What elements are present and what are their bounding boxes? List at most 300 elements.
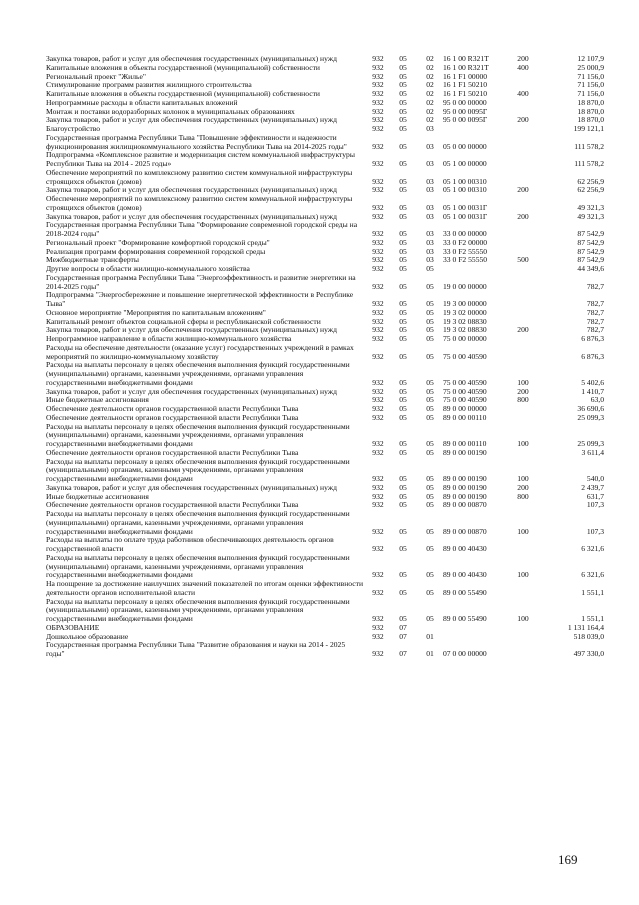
row-name: Закупка товаров, работ и услуг для обеспечения государственных (муниципальных) нужд [46, 115, 337, 125]
row-razdel: 05 [399, 447, 407, 457]
row-name: Другие вопросы в области жилищно-коммунального хозяйства [46, 264, 250, 273]
row-grbs: 932 [372, 412, 384, 422]
table-row [46, 458, 606, 484]
row-expense-type: 100 [517, 614, 529, 623]
row-name: Расходы на выплаты персоналу в целях обеспечения выполнения функций государственными (муниципальными) органами, казенными учреждениями, органами управления государственными внебюджетными фондами [46, 360, 350, 387]
row-target-article: 89 0 00 40430 [443, 570, 487, 580]
row-grbs: 932 [372, 80, 384, 90]
row-grbs: 932 [372, 500, 384, 510]
row-sum: 62 256,9 [577, 176, 604, 186]
row-target-article: 89 0 00 00870 [443, 526, 487, 536]
table-row [46, 554, 606, 580]
row-name: Закупка товаров, работ и услуг для обеспечения государственных (муниципальных) нужд [46, 211, 337, 221]
row-podrazdel: 03 [426, 185, 434, 195]
row-target-article: 33 0 F2 55550 [443, 246, 488, 256]
row-name: Государственная программа Республики Тыва "Повышение эффективности и надежности функционирования жилищнокоммунального хозяйства Республики Тыва на 2014-2025 годы" [46, 132, 347, 151]
row-name: Обеспечение деятельности органов государственной власти Республики Тыва [46, 447, 299, 457]
row-name: Региональный проект "Жилье" [46, 71, 146, 81]
row-razdel: 05 [399, 351, 407, 361]
row-grbs: 932 [372, 176, 384, 186]
row-podrazdel: 05 [426, 377, 434, 387]
row-sum: 6 876,3 [581, 351, 604, 361]
row-target-article: 89 0 00 00110 [443, 412, 487, 422]
row-target-article: 89 0 00 00110 [443, 439, 487, 448]
row-sum: 25 000,9 [577, 62, 604, 72]
row-grbs: 932 [372, 246, 384, 256]
row-podrazdel: 02 [426, 80, 434, 90]
row-sum: 71 156,0 [577, 80, 604, 90]
row-grbs: 932 [372, 474, 384, 483]
row-podrazdel: 05 [426, 351, 434, 361]
row-target-article: 95 0 00 00000 [443, 97, 487, 107]
row-target-article: 75 0 00 00000 [443, 334, 487, 343]
row-grbs: 932 [372, 482, 384, 492]
row-target-article: 19 3 02 00000 [443, 307, 487, 317]
row-razdel: 05 [399, 255, 407, 265]
row-razdel: 05 [399, 377, 407, 387]
row-razdel: 05 [399, 299, 407, 308]
row-target-article: 16 1 F1 50210 [443, 89, 488, 98]
row-target-article: 89 0 00 00870 [443, 500, 487, 510]
row-razdel: 05 [399, 264, 407, 273]
row-expense-type: 100 [517, 439, 529, 448]
row-sum: 782,7 [586, 281, 604, 291]
row-podrazdel: 05 [426, 526, 434, 536]
row-razdel: 05 [399, 141, 407, 151]
row-sum: 199 121,1 [573, 124, 604, 133]
row-name: Обеспечение мероприятий по комплексному развитию систем коммунальной инфраструктуры строящихся объектов (домов) [46, 194, 353, 212]
row-sum: 71 156,0 [577, 89, 604, 98]
row-grbs: 932 [372, 54, 384, 63]
row-name: Капитальные вложения в объекты государственной (муниципальной) собственности [46, 89, 320, 98]
row-grbs: 932 [372, 202, 384, 212]
row-sum: 44 349,6 [577, 264, 604, 273]
row-expense-type: 200 [517, 482, 529, 492]
row-expense-type: 100 [517, 570, 529, 580]
row-sum: 631,7 [586, 491, 604, 501]
table-row [46, 151, 606, 169]
row-expense-type: 800 [517, 491, 529, 501]
row-grbs: 932 [372, 115, 384, 125]
table-row [46, 344, 606, 362]
row-name: Закупка товаров, работ и услуг для обеспечения государственных (муниципальных) нужд [46, 386, 337, 396]
row-target-article: 75 0 00 40590 [443, 395, 487, 405]
row-razdel: 05 [399, 62, 407, 72]
row-podrazdel: 02 [426, 89, 434, 98]
row-expense-type: 200 [517, 115, 529, 125]
row-razdel: 05 [399, 229, 407, 238]
row-podrazdel: 02 [426, 115, 434, 125]
row-name: Закупка товаров, работ и услуг для обеспечения государственных (муниципальных) нужд [46, 185, 337, 195]
row-grbs: 932 [372, 281, 384, 291]
row-grbs: 932 [372, 141, 384, 151]
row-target-article: 05 1 00 00000 [443, 159, 487, 168]
row-razdel: 05 [399, 316, 407, 326]
row-podrazdel: 03 [426, 176, 434, 186]
row-grbs: 932 [372, 71, 384, 81]
row-podrazdel: 01 [426, 631, 434, 641]
row-podrazdel: 05 [426, 500, 434, 510]
row-razdel: 05 [399, 202, 407, 212]
row-podrazdel: 02 [426, 97, 434, 107]
row-target-article: 16 1 00 R321Т [443, 62, 489, 72]
row-name: Государственная программа Республики Тыва "Развитие образования и науки на 2014 - 2025 годы" [46, 640, 346, 658]
row-sum: 87 542,9 [577, 229, 604, 238]
row-sum: 782,7 [586, 299, 604, 308]
row-target-article: 89 0 00 00190 [443, 491, 487, 501]
row-name: Монтаж и поставки водоразборных колонок в муниципальных образованиях [46, 106, 295, 116]
row-razdel: 05 [399, 474, 407, 483]
row-name: Расходы на выплаты персоналу в целях обеспечения выполнения функций государственными (муниципальными) органами, казенными учреждениями, органами управления государственными внебюджетными фондами [46, 596, 350, 623]
row-podrazdel: 02 [426, 71, 434, 81]
row-razdel: 05 [399, 80, 407, 90]
row-grbs: 932 [372, 307, 384, 317]
row-razdel: 05 [399, 439, 407, 448]
row-sum: 1 551,1 [581, 587, 604, 597]
row-name: Межбюджетные трансферты [46, 255, 139, 265]
row-sum: 62 256,9 [577, 185, 604, 195]
row-target-article: 75 0 00 40590 [443, 377, 487, 387]
row-target-article: 16 1 F1 50210 [443, 80, 488, 90]
row-grbs: 932 [372, 351, 384, 361]
row-podrazdel: 05 [426, 299, 434, 308]
row-sum: 36 690,6 [577, 404, 604, 413]
page-number: 169 [558, 852, 578, 867]
row-expense-type: 100 [517, 474, 529, 483]
row-name: Закупка товаров, работ и услуг для обеспечения государственных (муниципальных) нужд [46, 54, 337, 63]
row-podrazdel: 05 [426, 614, 434, 623]
row-grbs: 932 [372, 316, 384, 326]
row-expense-type: 200 [517, 185, 529, 195]
row-podrazdel: 05 [426, 447, 434, 457]
row-expense-type: 200 [517, 386, 529, 396]
row-grbs: 932 [372, 377, 384, 387]
row-podrazdel: 05 [426, 325, 434, 335]
row-sum: 87 542,9 [577, 237, 604, 247]
row-target-article: 89 0 00 55490 [443, 587, 487, 597]
row-grbs: 932 [372, 325, 384, 335]
row-razdel: 05 [399, 491, 407, 501]
row-sum: 782,7 [586, 316, 604, 326]
row-grbs: 932 [372, 106, 384, 116]
row-target-article: 89 0 00 55490 [443, 614, 487, 623]
row-razdel: 05 [399, 115, 407, 125]
row-target-article: 19 3 02 08830 [443, 316, 487, 326]
row-razdel: 05 [399, 526, 407, 536]
table-row [46, 221, 606, 239]
row-razdel: 05 [399, 404, 407, 413]
row-sum: 3 611,4 [581, 447, 604, 457]
row-podrazdel: 05 [426, 307, 434, 317]
row-razdel: 05 [399, 106, 407, 116]
row-podrazdel: 03 [426, 237, 434, 247]
row-grbs: 932 [372, 185, 384, 195]
row-grbs: 932 [372, 526, 384, 536]
row-sum: 107,3 [586, 500, 604, 510]
row-target-article: 05 1 00 0031Г [443, 202, 488, 212]
row-podrazdel: 02 [426, 62, 434, 72]
row-razdel: 05 [399, 124, 407, 133]
row-expense-type: 400 [517, 62, 529, 72]
row-name: Дошкольное образование [46, 631, 129, 641]
row-target-article: 33 0 00 00000 [443, 229, 487, 238]
row-name: Обеспечение деятельности органов государственной власти Республики Тыва [46, 412, 299, 422]
row-expense-type: 800 [517, 395, 529, 405]
row-grbs: 932 [372, 386, 384, 396]
row-name: Подпрограмма «Комплексное развитие и модернизация систем коммунальной инфраструктуры Республики Тыва на 2014 - 2025 годы» [46, 150, 355, 168]
row-sum: 87 542,9 [577, 246, 604, 256]
row-podrazdel: 03 [426, 141, 434, 151]
row-grbs: 932 [372, 229, 384, 238]
row-podrazdel: 05 [426, 264, 434, 273]
row-sum: 12 107,9 [577, 54, 604, 63]
row-podrazdel: 03 [426, 246, 434, 256]
row-name: Расходы на выплаты персоналу в целях обеспечения выполнения функций государственными (муниципальными) органами, казенными учреждениями, органами управления государственными внебюджетными фондами [46, 456, 350, 483]
row-grbs: 932 [372, 587, 384, 597]
row-expense-type: 200 [517, 211, 529, 221]
row-razdel: 05 [399, 54, 407, 63]
row-razdel: 05 [399, 412, 407, 422]
row-razdel: 05 [399, 386, 407, 396]
row-grbs: 932 [372, 395, 384, 405]
row-podrazdel: 05 [426, 587, 434, 597]
row-grbs: 932 [372, 447, 384, 457]
row-grbs: 932 [372, 404, 384, 413]
row-target-article: 16 1 F1 00000 [443, 71, 488, 81]
row-podrazdel: 05 [426, 544, 434, 553]
row-sum: 25 099,3 [577, 412, 604, 422]
row-grbs: 932 [372, 334, 384, 343]
row-target-article: 89 0 00 40430 [443, 544, 487, 553]
row-grbs: 932 [372, 570, 384, 580]
row-grbs: 932 [372, 622, 384, 632]
row-target-article: 89 0 00 00190 [443, 474, 487, 483]
row-razdel: 05 [399, 71, 407, 81]
row-podrazdel: 05 [426, 334, 434, 343]
row-name: Капитальный ремонт объектов социальной сферы и республиканской собственности [46, 316, 321, 326]
row-podrazdel: 02 [426, 54, 434, 63]
row-grbs: 932 [372, 211, 384, 221]
row-name: Благоустройство [46, 124, 101, 133]
row-podrazdel: 03 [426, 159, 434, 168]
row-podrazdel: 05 [426, 281, 434, 291]
row-target-article: 95 0 00 0095Г [443, 106, 488, 116]
row-name: Расходы на обеспечение деятельности (оказание услуг) государственных учреждений в рамках мероприятий по жилищно-коммунальному хозяйству [46, 342, 354, 361]
row-grbs: 932 [372, 299, 384, 308]
row-grbs: 932 [372, 159, 384, 168]
row-razdel: 05 [399, 237, 407, 247]
row-expense-type: 400 [517, 89, 529, 98]
row-target-article: 05 0 00 00000 [443, 141, 487, 151]
row-razdel: 05 [399, 89, 407, 98]
row-sum: 18 870,0 [577, 106, 604, 116]
row-razdel: 05 [399, 307, 407, 317]
row-name: Расходы на выплаты персоналу в целях обеспечения выполнения функций государственными (муниципальными) органами, казенными учреждениями, органами управления государственными внебюджетными фондами [46, 552, 350, 580]
row-sum: 25 099,3 [577, 439, 604, 448]
row-sum: 1 410,7 [581, 386, 604, 396]
row-podrazdel: 05 [426, 395, 434, 405]
row-razdel: 05 [399, 614, 407, 623]
row-sum: 63,0 [590, 395, 604, 405]
row-name: Основное мероприятие "Мероприятия по капитальным вложениям" [46, 307, 266, 317]
row-target-article: 05 1 00 0031Г [443, 211, 488, 221]
row-podrazdel: 05 [426, 412, 434, 422]
row-expense-type: 500 [517, 255, 529, 265]
row-sum: 107,3 [586, 526, 604, 536]
row-sum: 497 330,0 [573, 649, 604, 658]
row-name: Государственная программа Республики Тыва "Энергоэффективность и развитие энергетики на 2014-2025 годы" [46, 272, 356, 291]
row-sum: 71 156,0 [577, 71, 604, 81]
row-name: Непрограммные расходы в области капитальных вложений [46, 97, 238, 107]
row-target-article: 16 1 00 R321Т [443, 54, 489, 63]
row-sum: 518 039,0 [573, 631, 604, 641]
row-podrazdel: 01 [426, 649, 434, 658]
row-sum: 6 321,6 [581, 544, 604, 553]
row-name: Обеспечение деятельности органов государственной власти Республики Тыва [46, 404, 299, 413]
row-podrazdel: 03 [426, 202, 434, 212]
row-target-article: 75 0 00 40590 [443, 351, 487, 361]
table-row [46, 598, 606, 624]
row-expense-type: 100 [517, 526, 529, 536]
table-row [46, 641, 606, 659]
row-name: ОБРАЗОВАНИЕ [46, 622, 100, 632]
row-expense-type: 200 [517, 325, 529, 335]
row-podrazdel: 05 [426, 439, 434, 448]
row-sum: 1 551,1 [581, 614, 604, 623]
row-sum: 18 870,0 [577, 115, 604, 125]
row-razdel: 07 [399, 631, 407, 641]
table-row [46, 536, 606, 554]
row-target-article: 89 0 00 00000 [443, 404, 487, 413]
row-sum: 2 439,7 [581, 482, 604, 492]
table-row [46, 624, 606, 633]
row-name: Расходы на выплаты персоналу в целях обеспечения выполнения функций государственными (муниципальными) органами, казенными учреждениями, органами управления государственными внебюджетными фондами [46, 421, 350, 448]
row-name: Иные бюджетные ассигнования [46, 491, 149, 501]
row-sum: 18 870,0 [577, 97, 604, 107]
row-razdel: 05 [399, 334, 407, 343]
row-target-article: 19 0 00 00000 [443, 281, 487, 291]
row-target-article: 89 0 00 00190 [443, 447, 487, 457]
row-sum: 111 578,2 [574, 141, 604, 151]
row-name: Стимулирование программ развития жилищного строительства [46, 80, 252, 90]
row-podrazdel: 05 [426, 482, 434, 492]
row-name: Обеспечение деятельности органов государственной власти Республики Тыва [46, 500, 299, 510]
row-expense-type: 200 [517, 54, 529, 63]
row-grbs: 932 [372, 89, 384, 98]
row-razdel: 05 [399, 159, 407, 168]
row-razdel: 05 [399, 176, 407, 186]
row-podrazdel: 03 [426, 211, 434, 221]
table-row [46, 116, 606, 125]
row-razdel: 05 [399, 500, 407, 510]
row-grbs: 932 [372, 237, 384, 247]
row-grbs: 932 [372, 124, 384, 133]
row-razdel: 07 [399, 649, 407, 658]
row-podrazdel: 02 [426, 106, 434, 116]
row-sum: 782,7 [586, 325, 604, 335]
row-name: Обеспечение мероприятий по комплексному развитию систем коммунальной инфраструктуры строящихся объектов (домов) [46, 167, 353, 186]
row-podrazdel: 05 [426, 404, 434, 413]
row-sum: 5 402,6 [581, 377, 604, 387]
row-target-article: 05 1 00 00310 [443, 185, 487, 195]
row-name: Капитальные вложения в объекты государственной (муниципальной) собственности [46, 62, 320, 72]
row-name: Расходы на выплаты персоналу в целях обеспечения выполнения функций государственными (муниципальными) органами, казенными учреждениями, органами управления государственными внебюджетными фондами [46, 509, 350, 536]
row-grbs: 932 [372, 491, 384, 501]
row-razdel: 05 [399, 185, 407, 195]
row-expense-type: 100 [517, 377, 529, 387]
row-podrazdel: 05 [426, 316, 434, 326]
row-grbs: 932 [372, 439, 384, 448]
row-podrazdel: 03 [426, 124, 434, 133]
row-grbs: 932 [372, 614, 384, 623]
row-grbs: 932 [372, 97, 384, 107]
budget-table [46, 55, 606, 659]
row-razdel: 05 [399, 587, 407, 597]
row-name: Региональный проект "Формирование комфортной городской среды" [46, 237, 270, 247]
row-razdel: 07 [399, 622, 407, 632]
row-sum: 87 542,9 [577, 255, 604, 265]
row-grbs: 932 [372, 649, 384, 658]
row-razdel: 05 [399, 281, 407, 291]
row-sum: 6 876,3 [581, 334, 604, 343]
table-row [46, 195, 606, 213]
table-row [46, 580, 606, 598]
table-row [46, 361, 606, 387]
row-razdel: 05 [399, 570, 407, 580]
row-name: Реализация программ формирования современной городской среды [46, 246, 266, 256]
row-target-article: 05 1 00 00310 [443, 176, 487, 186]
row-target-article: 33 0 F2 55550 [443, 255, 488, 265]
row-razdel: 05 [399, 395, 407, 405]
row-razdel: 05 [399, 482, 407, 492]
row-sum: 1 131 164,4 [567, 622, 604, 632]
row-name: Закупка товаров, работ и услуг для обеспечения государственных (муниципальных) нужд [46, 482, 337, 492]
row-target-article: 75 0 00 40590 [443, 386, 487, 396]
row-name: Расходы на выплаты по оплате труда работников обеспечивающих деятельность органов государственной власти [46, 535, 334, 553]
row-razdel: 05 [399, 246, 407, 256]
row-target-article: 19 3 00 00000 [443, 299, 487, 308]
row-grbs: 932 [372, 631, 384, 641]
row-sum: 6 321,6 [581, 570, 604, 580]
table-row [46, 274, 606, 292]
row-sum: 49 321,3 [577, 202, 604, 212]
row-razdel: 05 [399, 97, 407, 107]
row-name: Государственная программа Республики Тыва "Формирование современной городской среды на 2018-2024 годы" [46, 220, 358, 238]
row-podrazdel: 03 [426, 255, 434, 265]
row-name: Подпрограмма "Энергосбережение и повышение энергетической эффективности в Республике Тыва" [46, 290, 354, 308]
row-target-article: 89 0 00 00190 [443, 482, 487, 492]
row-grbs: 932 [372, 544, 384, 553]
row-grbs: 932 [372, 255, 384, 265]
row-target-article: 19 3 02 08830 [443, 325, 487, 335]
row-name: Иные бюджетные ассигнования [46, 395, 149, 405]
row-grbs: 932 [372, 264, 384, 273]
row-target-article: 07 0 00 00000 [443, 649, 487, 658]
row-podrazdel: 03 [426, 229, 434, 238]
row-target-article: 33 0 F2 00000 [443, 237, 488, 247]
row-podrazdel: 05 [426, 570, 434, 580]
table-row [46, 423, 606, 449]
table-row [46, 134, 606, 152]
row-sum: 540,0 [586, 474, 604, 483]
row-razdel: 05 [399, 211, 407, 221]
row-podrazdel: 05 [426, 386, 434, 396]
row-podrazdel: 05 [426, 491, 434, 501]
table-row [46, 169, 606, 187]
row-sum: 111 578,2 [574, 159, 604, 168]
row-sum: 49 321,3 [577, 211, 604, 221]
row-sum: 782,7 [586, 307, 604, 317]
